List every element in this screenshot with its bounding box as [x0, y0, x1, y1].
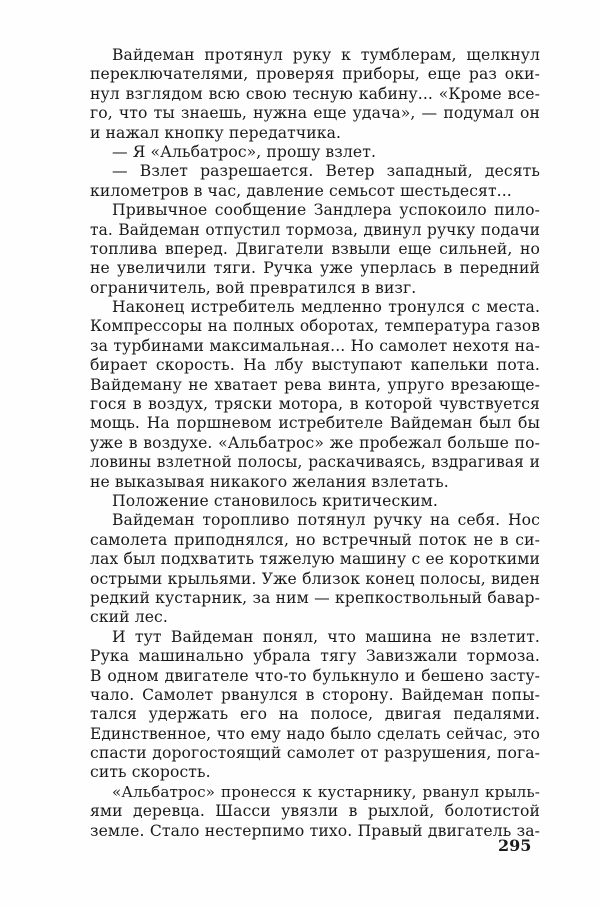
- text-line: лах был подхватить тяжелую машину с ее короткими: [90, 550, 540, 569]
- text-line: мощь. На поршневом истребителе Вайдеман был бы: [90, 414, 540, 433]
- text-line: острыми крыльями. Уже близок конец полосы, виден: [90, 569, 540, 588]
- text-line: — Я «Альбатрос», прошу взлет.: [112, 142, 377, 161]
- text-line: ловины взлетной полосы, раскачиваясь, вздрагивая и: [90, 453, 540, 472]
- text-line: уже в воздухе. «Альбатрос» же пробежал больше по-: [90, 433, 540, 452]
- text-line: бирает скорость. На лбу выступают капельки пота.: [90, 356, 540, 375]
- text-line: и нажал кнопку передатчика.: [90, 123, 342, 142]
- text-line: сить скорость.: [90, 763, 211, 782]
- text-line: самолета приподнялся, но встречный поток не в си-: [90, 530, 540, 549]
- text-line: тался удержать его на полосе, двигая педалями.: [90, 705, 540, 724]
- text-line: Единственное, что ему надо было сделать сейчас, это: [90, 724, 540, 743]
- text-line: «Альбатрос» пронесся к кустарнику, рванул крыль-: [112, 782, 540, 801]
- text-line: ограничитель, вой превратился в визг.: [90, 278, 417, 297]
- text-line: Положение становилось критическим.: [112, 491, 438, 510]
- text-line: — Взлет разрешается. Ветер западный, десять: [112, 162, 540, 181]
- text-line: километров в час, давление семьсот шестьдесят...: [90, 181, 512, 200]
- text-line: редкий кустарник, за ним — крепкоствольный бавар-: [90, 588, 540, 607]
- text-line: чало. Самолет рванулся в сторону. Вайдеман попы-: [90, 685, 540, 704]
- text-line: топлива вперед. Двигатели взвыли еще сильней, но: [90, 239, 540, 258]
- text-line: не увеличили тяги. Ручка уже уперлась в передний: [90, 259, 540, 278]
- text-line: гося в воздух, тряски мотора, в которой чувствуется: [90, 395, 540, 414]
- text-line: го, что ты знаешь, нужна еще удача», — подумал он: [90, 104, 540, 123]
- text-line: земле. Стало нестерпимо тихо. Правый двигатель за-: [90, 821, 540, 840]
- text-line: спасти дорогостоящий самолет от разрушения, пога-: [90, 744, 540, 763]
- text-line: не выказывая никакого желания взлетать.: [90, 472, 449, 491]
- text-line: Компрессоры на полных оборотах, температура газов: [90, 317, 540, 336]
- text-line: Наконец истребитель медленно тронулся с места.: [112, 298, 540, 317]
- text-line: Рука машинально убрала тягу Завизжали тормоза.: [90, 647, 540, 666]
- text-line: Привычное сообщение Зандлера успокоило пило-: [112, 201, 540, 220]
- text-line: Вайдеман протянул руку к тумблерам, щелкнул: [112, 46, 540, 64]
- text-line: И тут Вайдеман понял, что машина не взлетит.: [112, 627, 540, 646]
- body-text: [90, 46, 540, 841]
- text-line: В одном двигателе что-то булькнуло и бешено засту-: [90, 666, 540, 685]
- text-line: ями деревца. Шасси увязли в рыхлой, болотистой: [90, 802, 540, 821]
- text-line: та. Вайдеман отпустил тормоза, двинул ручку подачи: [90, 220, 540, 239]
- page-number: 295: [498, 836, 532, 855]
- text-line: Вайдеман торопливо потянул ручку на себя. Нос: [112, 511, 540, 530]
- text-line: нул взглядом всю свою тесную кабину... «Кроме все-: [90, 84, 540, 103]
- text-line: переключателями, проверяя приборы, еще раз оки-: [90, 65, 540, 84]
- text-line: Вайдеману не хватает рева винта, упруго врезающе-: [90, 375, 540, 394]
- text-line: ский лес.: [90, 608, 168, 627]
- text-line: за турбинами максимальная... Но самолет нехотя на-: [90, 336, 540, 355]
